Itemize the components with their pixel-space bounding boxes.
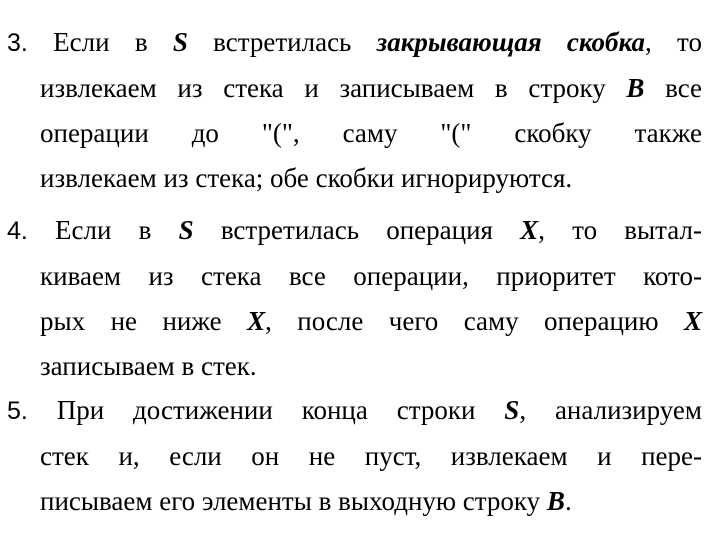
item-3-line-1 bbox=[7, 20, 702, 66]
item-3-line-4 bbox=[7, 156, 702, 201]
variable-s: S bbox=[172, 27, 188, 57]
item-4-line-1 bbox=[7, 208, 702, 254]
text-run: Если в bbox=[27, 27, 173, 57]
text-run: , анализируем bbox=[519, 395, 702, 425]
emphasis-closing-bracket: закрывающая скобка bbox=[376, 27, 646, 57]
text-run: писываем его элементы в выходную строку bbox=[40, 486, 547, 516]
text-run: встретилась bbox=[187, 27, 377, 57]
item-number: 5. bbox=[7, 397, 28, 425]
list-item-4 bbox=[7, 208, 702, 389]
item-5-line-3 bbox=[7, 479, 702, 524]
text-run: Если в bbox=[27, 215, 179, 245]
item-5-line-1 bbox=[7, 388, 702, 434]
text-run: киваем из стека все операции, приоритет кото- bbox=[40, 261, 702, 291]
text-run: стек и, если он не пуст, извлекаем и пере- bbox=[40, 441, 702, 471]
item-number: 4. bbox=[7, 217, 28, 245]
variable-s: S bbox=[504, 395, 520, 425]
variable-b: B bbox=[626, 73, 645, 103]
item-3-line-2 bbox=[7, 66, 702, 111]
text-run: , после чего саму операцию bbox=[265, 306, 684, 336]
text-run: . bbox=[564, 486, 572, 516]
text-run: встретилась операция bbox=[193, 215, 521, 245]
item-4-line-4 bbox=[7, 344, 702, 389]
text-run: , то вытал- bbox=[538, 215, 702, 245]
variable-b: B bbox=[546, 486, 565, 516]
list-item-3 bbox=[7, 20, 702, 201]
item-number: 3. bbox=[7, 29, 28, 57]
list-item-5 bbox=[7, 388, 702, 524]
item-4-line-3 bbox=[7, 299, 702, 344]
text-run: извлекаем из стека и записываем в строку bbox=[40, 73, 627, 103]
variable-x: X bbox=[520, 215, 539, 245]
text-run: операции до "(", саму "(" скобку также bbox=[40, 118, 702, 148]
text-run: рых не ниже bbox=[40, 306, 248, 336]
item-3-line-3 bbox=[7, 111, 702, 156]
variable-x: X bbox=[683, 306, 702, 336]
item-5-line-2 bbox=[7, 434, 702, 479]
text-run: извлекаем из стека; обе скобки игнорируются. bbox=[40, 163, 573, 193]
variable-x: X bbox=[247, 306, 266, 336]
text-run: , то bbox=[645, 27, 702, 57]
text-run: При достижении конца строки bbox=[27, 395, 505, 425]
item-4-line-2 bbox=[7, 254, 702, 299]
text-run: все bbox=[644, 73, 702, 103]
variable-s: S bbox=[178, 215, 194, 245]
text-run: записываем в стек. bbox=[40, 351, 257, 381]
